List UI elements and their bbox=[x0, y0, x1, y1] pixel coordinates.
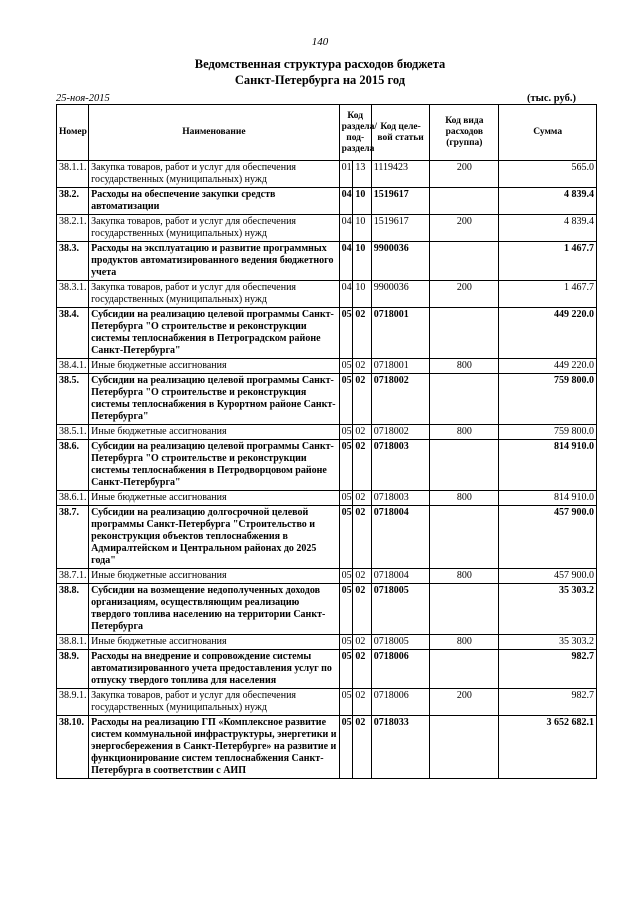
row-number: 38.8.1. bbox=[57, 635, 89, 650]
row-article: 1519617 bbox=[371, 188, 430, 215]
row-sum: 814 910.0 bbox=[499, 491, 597, 506]
row-sum: 759 800.0 bbox=[499, 374, 597, 425]
row-article: 0718006 bbox=[371, 689, 430, 716]
table-row bbox=[57, 425, 597, 440]
table-row bbox=[57, 491, 597, 506]
row-number: 38.8. bbox=[57, 584, 89, 635]
row-kind bbox=[430, 716, 499, 779]
table-row bbox=[57, 635, 597, 650]
row-subsection: 02 bbox=[353, 716, 371, 779]
table-row bbox=[57, 374, 597, 425]
row-kind: 200 bbox=[430, 215, 499, 242]
row-subsection: 10 bbox=[353, 188, 371, 215]
row-sum: 565.0 bbox=[499, 161, 597, 188]
row-number: 38.9. bbox=[57, 650, 89, 689]
document-title bbox=[0, 56, 640, 88]
row-section: 05 bbox=[339, 359, 353, 374]
row-section: 05 bbox=[339, 425, 353, 440]
row-section: 05 bbox=[339, 569, 353, 584]
row-subsection: 10 bbox=[353, 281, 371, 308]
row-article: 0718033 bbox=[371, 716, 430, 779]
row-sum: 457 900.0 bbox=[499, 569, 597, 584]
units-label: (тыс. руб.) bbox=[527, 93, 576, 104]
row-number: 38.7.1. bbox=[57, 569, 89, 584]
row-name: Субсидии на реализацию долгосрочной целевой программы Санкт-Петербурга "Строительство и реконструкция объектов теплоснабжения в Адмиралтейском и Центральном районах до 2025 года" bbox=[89, 506, 339, 569]
row-kind: 800 bbox=[430, 491, 499, 506]
row-name: Закупка товаров, работ и услуг для обеспечения государственных (муниципальных) нужд bbox=[89, 281, 339, 308]
title-line-1: Ведомственная структура расходов бюджета bbox=[194, 57, 446, 71]
row-name: Субсидии на реализацию целевой программы Санкт-Петербурга "О строительстве и реконструкции системы теплоснабжения в Петроградском районе Санкт-Петербурга" bbox=[89, 308, 339, 359]
row-section: 04 bbox=[339, 188, 353, 215]
document-date: 25-ноя-2015 bbox=[56, 93, 110, 104]
row-number: 38.4.1. bbox=[57, 359, 89, 374]
row-name: Иные бюджетные ассигнования bbox=[89, 359, 339, 374]
row-subsection: 02 bbox=[353, 584, 371, 635]
header-section: Код раздела/ под- раздела bbox=[339, 105, 371, 161]
row-kind bbox=[430, 374, 499, 425]
table-body bbox=[57, 161, 597, 779]
row-number: 38.10. bbox=[57, 716, 89, 779]
row-kind bbox=[430, 242, 499, 281]
row-name: Иные бюджетные ассигнования bbox=[89, 491, 339, 506]
row-subsection: 10 bbox=[353, 215, 371, 242]
row-number: 38.7. bbox=[57, 506, 89, 569]
header-article: Код целе- вой статьи bbox=[371, 105, 430, 161]
row-name: Расходы на эксплуатацию и развитие программных продуктов автоматизированного ведения бюджетного учета bbox=[89, 242, 339, 281]
row-name: Расходы на обеспечение закупки средств автоматизации bbox=[89, 188, 339, 215]
row-kind bbox=[430, 584, 499, 635]
row-section: 04 bbox=[339, 215, 353, 242]
table-row bbox=[57, 506, 597, 569]
row-article: 0718004 bbox=[371, 506, 430, 569]
table-row bbox=[57, 215, 597, 242]
table-header-row bbox=[57, 105, 597, 161]
row-sum: 449 220.0 bbox=[499, 359, 597, 374]
row-subsection: 02 bbox=[353, 650, 371, 689]
row-article: 0718006 bbox=[371, 650, 430, 689]
header-kind: Код вида расходов (группа) bbox=[430, 105, 499, 161]
table-row bbox=[57, 689, 597, 716]
row-name: Закупка товаров, работ и услуг для обеспечения государственных (муниципальных) нужд bbox=[89, 215, 339, 242]
row-subsection: 02 bbox=[353, 689, 371, 716]
row-number: 38.9.1. bbox=[57, 689, 89, 716]
row-name: Субсидии на реализацию целевой программы Санкт-Петербурга "О строительстве и реконструкция системы теплоснабжения в Курортном районе Санкт-Петербурга" bbox=[89, 374, 339, 425]
table-row bbox=[57, 359, 597, 374]
row-section: 05 bbox=[339, 308, 353, 359]
row-section: 05 bbox=[339, 440, 353, 491]
row-section: 04 bbox=[339, 281, 353, 308]
header-sum: Сумма bbox=[499, 105, 597, 161]
row-name: Субсидии на реализацию целевой программы Санкт-Петербурга "О строительстве и реконструкции системы теплоснабжения в Петродворцовом районе Санкт-Петербурга" bbox=[89, 440, 339, 491]
budget-table bbox=[56, 104, 597, 779]
row-subsection: 02 bbox=[353, 569, 371, 584]
row-section: 01 bbox=[339, 161, 353, 188]
row-name: Расходы на внедрение и сопровождение системы автоматизированного учета предоставления услуг по отпуску твердого топлива для населения bbox=[89, 650, 339, 689]
table-row bbox=[57, 584, 597, 635]
row-subsection: 02 bbox=[353, 425, 371, 440]
row-number: 38.6. bbox=[57, 440, 89, 491]
row-number: 38.2.1. bbox=[57, 215, 89, 242]
row-subsection: 02 bbox=[353, 440, 371, 491]
row-kind bbox=[430, 506, 499, 569]
row-kind: 200 bbox=[430, 281, 499, 308]
row-article: 0718005 bbox=[371, 584, 430, 635]
row-kind: 800 bbox=[430, 569, 499, 584]
row-number: 38.5.1. bbox=[57, 425, 89, 440]
row-sum: 4 839.4 bbox=[499, 188, 597, 215]
row-section: 05 bbox=[339, 584, 353, 635]
row-number: 38.5. bbox=[57, 374, 89, 425]
table-row bbox=[57, 242, 597, 281]
row-subsection: 10 bbox=[353, 242, 371, 281]
table-row bbox=[57, 716, 597, 779]
row-article: 0718001 bbox=[371, 359, 430, 374]
row-article: 1519617 bbox=[371, 215, 430, 242]
page-number: 140 bbox=[311, 36, 329, 48]
row-section: 05 bbox=[339, 635, 353, 650]
row-name: Закупка товаров, работ и услуг для обеспечения государственных (муниципальных) нужд bbox=[89, 161, 339, 188]
row-name: Иные бюджетные ассигнования bbox=[89, 569, 339, 584]
row-number: 38.1.1. bbox=[57, 161, 89, 188]
row-section: 05 bbox=[339, 491, 353, 506]
header-number: Номер bbox=[57, 105, 89, 161]
row-sum: 982.7 bbox=[499, 650, 597, 689]
row-section: 05 bbox=[339, 374, 353, 425]
row-kind bbox=[430, 440, 499, 491]
row-subsection: 02 bbox=[353, 359, 371, 374]
row-number: 38.3. bbox=[57, 242, 89, 281]
row-kind: 200 bbox=[430, 689, 499, 716]
row-sum: 759 800.0 bbox=[499, 425, 597, 440]
row-section: 05 bbox=[339, 650, 353, 689]
row-subsection: 13 bbox=[353, 161, 371, 188]
row-article: 0718005 bbox=[371, 635, 430, 650]
title-line-2: Санкт-Петербурга на 2015 год bbox=[234, 73, 406, 87]
table-row bbox=[57, 440, 597, 491]
row-kind: 800 bbox=[430, 425, 499, 440]
table-row bbox=[57, 308, 597, 359]
row-name: Расходы на реализацию ГП «Комплексное развитие систем коммунальной инфраструктуры, энергетики и энергосбережения в Санкт-Петербурге» на развитие и функционирование систем теплоснабжения Санкт-Петербурга в соответствии с АИП bbox=[89, 716, 339, 779]
row-kind bbox=[430, 650, 499, 689]
row-article: 0718002 bbox=[371, 374, 430, 425]
row-sum: 35 303.2 bbox=[499, 635, 597, 650]
row-subsection: 02 bbox=[353, 506, 371, 569]
row-subsection: 02 bbox=[353, 635, 371, 650]
header-name: Наименование bbox=[89, 105, 339, 161]
table-row bbox=[57, 281, 597, 308]
row-kind bbox=[430, 188, 499, 215]
row-subsection: 02 bbox=[353, 374, 371, 425]
row-subsection: 02 bbox=[353, 491, 371, 506]
row-section: 05 bbox=[339, 506, 353, 569]
row-article: 0718001 bbox=[371, 308, 430, 359]
row-sum: 1 467.7 bbox=[499, 242, 597, 281]
row-section: 05 bbox=[339, 716, 353, 779]
row-sum: 35 303.2 bbox=[499, 584, 597, 635]
row-section: 05 bbox=[339, 689, 353, 716]
row-sum: 449 220.0 bbox=[499, 308, 597, 359]
row-number: 38.2. bbox=[57, 188, 89, 215]
row-sum: 814 910.0 bbox=[499, 440, 597, 491]
row-kind bbox=[430, 308, 499, 359]
row-article: 0718002 bbox=[371, 425, 430, 440]
row-sum: 457 900.0 bbox=[499, 506, 597, 569]
row-number: 38.3.1. bbox=[57, 281, 89, 308]
row-article: 1119423 bbox=[371, 161, 430, 188]
row-name: Иные бюджетные ассигнования bbox=[89, 635, 339, 650]
row-kind: 800 bbox=[430, 359, 499, 374]
row-article: 0718003 bbox=[371, 491, 430, 506]
row-number: 38.4. bbox=[57, 308, 89, 359]
row-kind: 800 bbox=[430, 635, 499, 650]
row-article: 9900036 bbox=[371, 242, 430, 281]
row-sum: 982.7 bbox=[499, 689, 597, 716]
row-name: Субсидии на возмещение недополученных доходов организациям, осуществляющим реализацию твердого топлива населению на территории Санкт-Петербурга bbox=[89, 584, 339, 635]
row-section: 04 bbox=[339, 242, 353, 281]
row-sum: 3 652 682.1 bbox=[499, 716, 597, 779]
row-name: Иные бюджетные ассигнования bbox=[89, 425, 339, 440]
table-row bbox=[57, 161, 597, 188]
row-number: 38.6.1. bbox=[57, 491, 89, 506]
table-row bbox=[57, 650, 597, 689]
table-row bbox=[57, 569, 597, 584]
row-article: 0718003 bbox=[371, 440, 430, 491]
row-sum: 4 839.4 bbox=[499, 215, 597, 242]
row-kind: 200 bbox=[430, 161, 499, 188]
row-subsection: 02 bbox=[353, 308, 371, 359]
row-sum: 1 467.7 bbox=[499, 281, 597, 308]
row-name: Закупка товаров, работ и услуг для обеспечения государственных (муниципальных) нужд bbox=[89, 689, 339, 716]
table-row bbox=[57, 188, 597, 215]
row-article: 9900036 bbox=[371, 281, 430, 308]
row-article: 0718004 bbox=[371, 569, 430, 584]
